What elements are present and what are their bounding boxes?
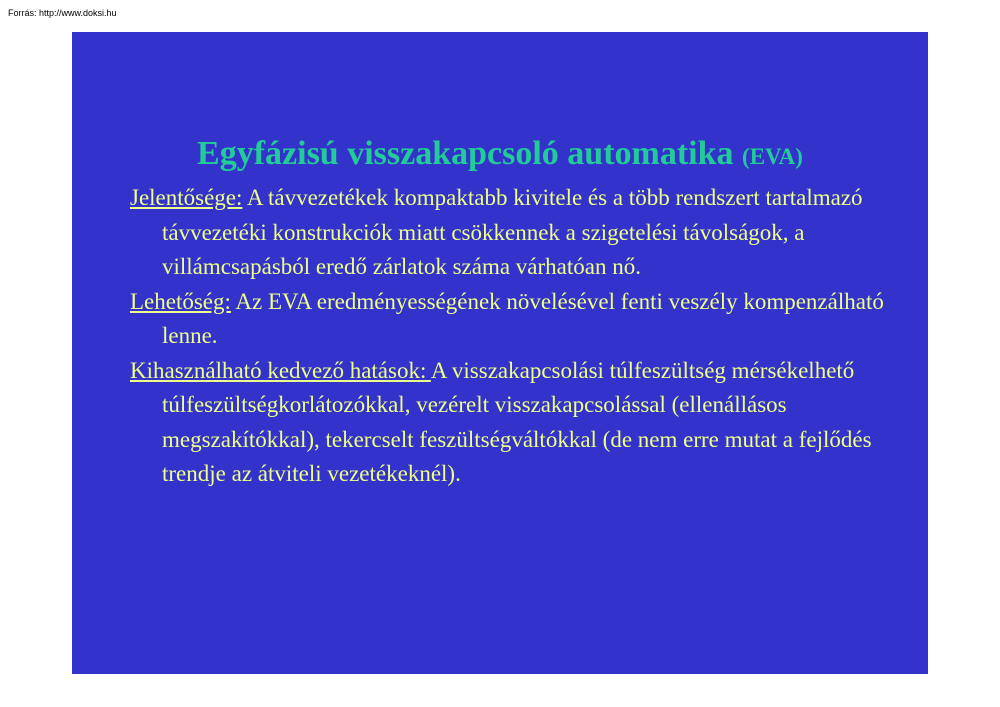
paragraph-possibility (130, 285, 890, 354)
paragraph-beneficial-effects (130, 354, 890, 492)
source-note: Forrás: http://www.doksi.hu (8, 8, 117, 18)
paragraph-lead: Lehetőség: (130, 288, 231, 314)
slide-title (72, 134, 928, 177)
paragraph-lead: Jelentősége: (130, 185, 243, 210)
paragraph-text: Az EVA eredményességének növelésével fenti veszély kompenzálható lenne. (162, 288, 884, 348)
slide-body (130, 181, 890, 492)
paragraph-text: A távvezetékek kompaktabb kivitele és a több rendszert tartalmazó távvezetéki konstrukciók miatt csökkennek a szigetelési távolságok, a villámcsapásból eredő zárlatok száma várhatóan nő. (162, 185, 863, 279)
slide (72, 32, 928, 674)
paragraph-significance (130, 181, 890, 285)
title-main: Egyfázisú visszakapcsoló automatika (197, 135, 734, 172)
title-suffix: (EVA) (742, 144, 803, 169)
paragraph-lead: Kihasználható kedvező hatások: (130, 357, 431, 383)
paragraph-text: A visszakapcsolási túlfeszültség mérsékelhető túlfeszültségkorlátozókkal, vezérelt visszakapcsolással (ellenállásos megszakítókkal), tekercselt feszültségváltókkal (de nem erre mutat a fejlődés trendje az átviteli vezetékeknél). (162, 357, 872, 486)
